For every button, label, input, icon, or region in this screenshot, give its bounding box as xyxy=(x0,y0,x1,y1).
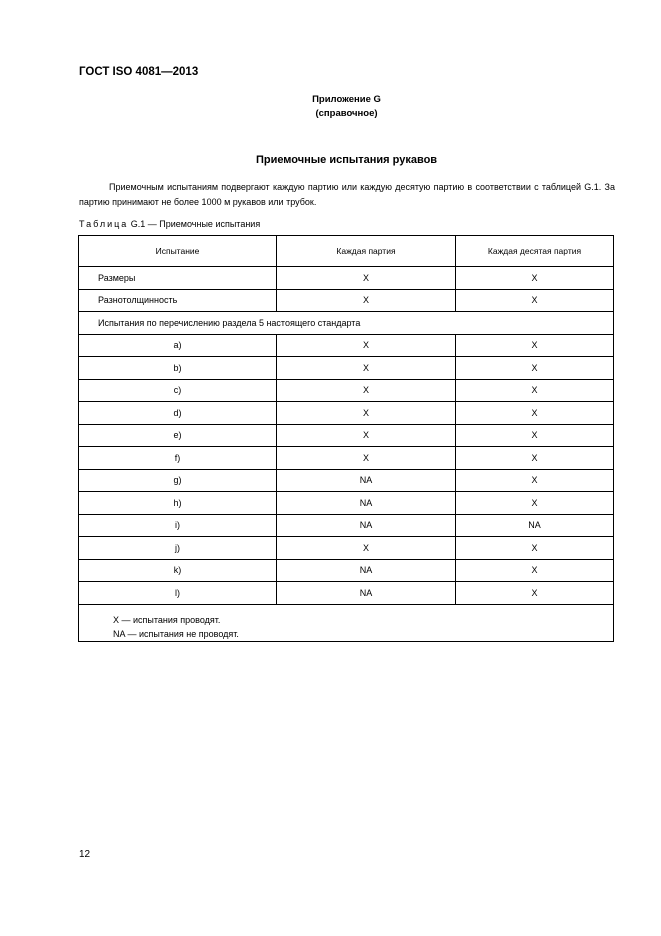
test-name-cell: f) xyxy=(79,447,277,470)
tenth-batch-cell: X xyxy=(456,424,614,447)
tenth-batch-cell: X xyxy=(456,582,614,605)
test-name-cell: d) xyxy=(79,402,277,425)
page-number: 12 xyxy=(79,849,91,860)
tenth-batch-cell: X xyxy=(456,447,614,470)
test-name-cell: c) xyxy=(79,379,277,402)
each-batch-cell: NA xyxy=(277,582,456,605)
test-name-cell: i) xyxy=(79,514,277,537)
test-name-cell: a) xyxy=(79,334,277,357)
table-row xyxy=(79,492,614,515)
section-title: Приемочные испытания рукавов xyxy=(255,154,438,166)
each-batch-cell: NA xyxy=(277,469,456,492)
annex-subtitle: (справочное) xyxy=(315,108,378,119)
table-row xyxy=(79,424,614,447)
acceptance-tests-table xyxy=(78,235,614,642)
header-every-tenth-batch: Каждая десятая партия xyxy=(456,236,614,267)
tenth-batch-cell: X xyxy=(456,289,614,312)
section5-tests-label: Испытания по перечислению раздела 5 настоящего стандарта xyxy=(79,312,614,335)
each-batch-cell: X xyxy=(277,357,456,380)
tenth-batch-cell: X xyxy=(456,402,614,425)
table-notes-row xyxy=(79,604,614,641)
tenth-batch-cell: X xyxy=(456,379,614,402)
table-row xyxy=(79,559,614,582)
test-name-cell: Размеры xyxy=(79,267,277,290)
standard-designation: ГОСТ ISO 4081—2013 xyxy=(79,66,199,78)
table-caption-rest: G.1 — Приемочные испытания xyxy=(128,219,261,229)
each-batch-cell: NA xyxy=(277,492,456,515)
each-batch-cell: X xyxy=(277,402,456,425)
table-note: X — испытания проводят. xyxy=(113,614,221,625)
test-name-cell: g) xyxy=(79,469,277,492)
tenth-batch-cell: NA xyxy=(456,514,614,537)
each-batch-cell: X xyxy=(277,379,456,402)
each-batch-cell: NA xyxy=(277,559,456,582)
annex-title: Приложение G xyxy=(312,94,381,105)
table-row xyxy=(79,582,614,605)
table-row xyxy=(79,447,614,470)
intro-paragraph: Приемочным испытаниям подвергают каждую партию или каждую десятую партию в соответствии с таблицей G.1. За партию принимают не более 1000 м рукавов или трубок. xyxy=(79,182,615,207)
table-row xyxy=(79,402,614,425)
test-name-cell: k) xyxy=(79,559,277,582)
table-notes xyxy=(79,604,614,641)
test-name-cell: Разнотолщинность xyxy=(79,289,277,312)
header-test: Испытание xyxy=(79,236,277,267)
tenth-batch-cell: X xyxy=(456,267,614,290)
table-row xyxy=(79,379,614,402)
table-caption xyxy=(79,219,260,229)
each-batch-cell: X xyxy=(277,267,456,290)
header-each-batch: Каждая партия xyxy=(277,236,456,267)
tenth-batch-cell: X xyxy=(456,537,614,560)
test-name-cell: e) xyxy=(79,424,277,447)
each-batch-cell: X xyxy=(277,289,456,312)
tenth-batch-cell: X xyxy=(456,492,614,515)
each-batch-cell: X xyxy=(277,334,456,357)
table-row-merged xyxy=(79,312,614,335)
table-row xyxy=(79,537,614,560)
test-name-cell: b) xyxy=(79,357,277,380)
table-header-row xyxy=(79,236,614,267)
tenth-batch-cell: X xyxy=(456,469,614,492)
test-name-cell: j) xyxy=(79,537,277,560)
each-batch-cell: X xyxy=(277,447,456,470)
each-batch-cell: X xyxy=(277,424,456,447)
table-row xyxy=(79,514,614,537)
test-name-cell: h) xyxy=(79,492,277,515)
table-row xyxy=(79,469,614,492)
table-row xyxy=(79,334,614,357)
each-batch-cell: X xyxy=(277,537,456,560)
table-note: NA — испытания не проводят. xyxy=(113,628,239,639)
table-row xyxy=(79,267,614,290)
table-row xyxy=(79,289,614,312)
tenth-batch-cell: X xyxy=(456,357,614,380)
each-batch-cell: NA xyxy=(277,514,456,537)
tenth-batch-cell: X xyxy=(456,334,614,357)
table-caption-prefix: Таблица xyxy=(79,219,129,229)
table-row xyxy=(79,357,614,380)
tenth-batch-cell: X xyxy=(456,559,614,582)
test-name-cell: l) xyxy=(79,582,277,605)
table-body xyxy=(79,267,614,642)
